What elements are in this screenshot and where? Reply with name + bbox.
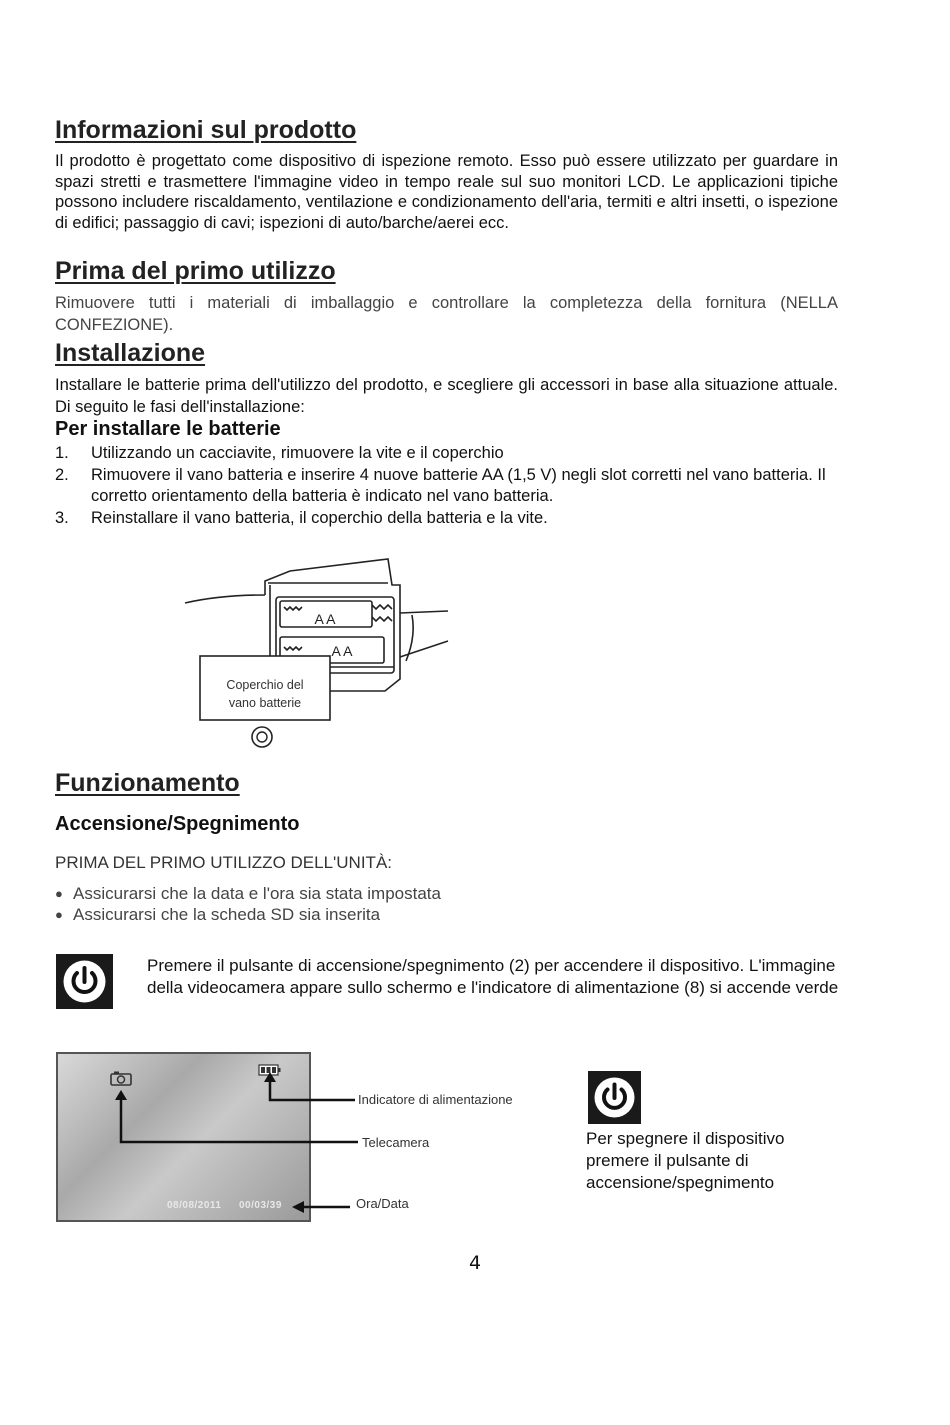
info-paragraph: Il prodotto è progettato come dispositivo di ispezione remoto. Esso può essere utilizzato per guardare in spazi stretti e trasmettere l'immagine video in tempo reale sul suo monitori LCD. Le applicazioni tipiche possono includere riscaldamento, ventilazione e condizionamento dell'aria, termiti e altri insetti, o ispezione di edifici; passaggio di cavi; ispezioni di auto/barche/aerei ecc. <box>55 152 838 232</box>
battery-label-top: A A <box>314 611 336 627</box>
label-power-indicator: Indicatore di alimentazione <box>358 1092 513 1107</box>
power-heading: Accensione/Spegnimento <box>55 813 300 835</box>
bullet-item: ● Assicurarsi che la scheda SD sia inserita <box>55 904 441 925</box>
section-title-installation: Installazione <box>55 339 206 367</box>
installation-paragraph: Installare le batterie prima dell'utilizzo del prodotto, e scegliere gli accessori in base alla situazione attuale. Di seguito le fasi dell'installazione: <box>55 376 838 416</box>
power-off-text: Per spegnere il dispositivo premere il pulsante di accensione/spegnimento <box>586 1129 785 1192</box>
power-on-text: Premere il pulsante di accensione/spegnimento (2) per accendere il dispositivo. L'immagine della videocamera appare sullo schermo e l'indicatore di alimentazione (8) si accende verde <box>147 956 839 997</box>
bullet-item: ● Assicurarsi che la data e l'ora sia stata impostata <box>55 883 441 904</box>
section-title-operation: Funzionamento <box>55 769 240 797</box>
power-off-icon <box>588 1071 641 1124</box>
screen-date: 08/08/2011 <box>167 1200 222 1211</box>
screen-time: 00/03/39 <box>239 1200 282 1211</box>
battery-heading: Per installare le batterie <box>55 418 281 440</box>
cover-caption: Coperchio del vano batterie <box>226 678 304 710</box>
before-use-label: PRIMA DEL PRIMO UTILIZZO DELL'UNITÀ: <box>55 853 393 872</box>
install-step: 1. Utilizzando un cacciavite, rimuovere la vite e il coperchio <box>55 444 504 462</box>
page-number: 4 <box>468 1252 482 1274</box>
install-step: 3. Reinstallare il vano batteria, il coperchio della batteria e la vite. <box>55 508 548 527</box>
before-first-use-paragraph: Rimuovere tutti i materiali di imballaggio e controllare la completezza della fornitura (NELLA CONFEZIONE). <box>55 294 838 334</box>
label-camera: Telecamera <box>362 1135 430 1150</box>
section-title-info: Informazioni sul prodotto <box>55 116 357 144</box>
label-datetime: Ora/Data <box>356 1196 409 1211</box>
section-title-before-first-use: Prima del primo utilizzo <box>55 257 336 285</box>
install-step: 2. Rimuovere il vano batteria e inserire 4 nuove batterie AA (1,5 V) negli slot corretti nel vano batteria. Il corretto orientamento della batteria è indicato nel vano batteria. <box>55 465 826 505</box>
battery-label-bottom: A A <box>331 643 353 659</box>
